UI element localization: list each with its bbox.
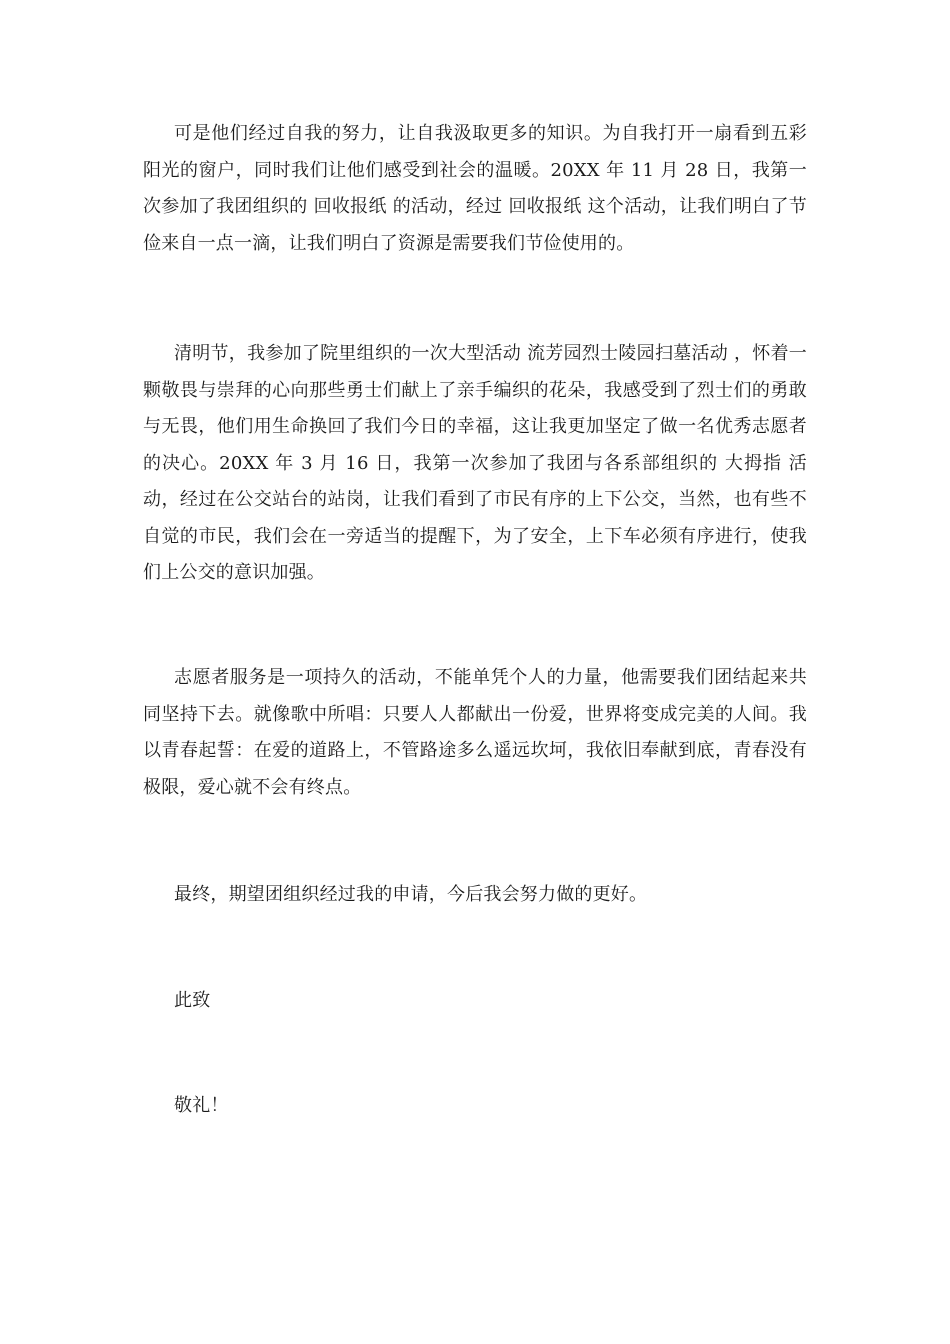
paragraph-recycling-activity: 可是他们经过自我的努力，让自我汲取更多的知识。为自我打开一扇看到五彩阳光的窗户，同时我们让他们感受到社会的温暖。20XX 年 11 月 28 日，我第一次参加了我团组织的 回收报纸 的活动，经过 回收报纸 这个活动，让我们明白了节俭来自一点一滴，让我们明白了资源是需要我们节俭使用的。 [143, 123, 807, 254]
paragraph-volunteer-pledge: 志愿者服务是一项持久的活动，不能单凭个人的力量，他需要我们团结起来共同坚持下去。就像歌中所唱：只要人人都献出一份爱，世界将变成完美的人间。我以青春起誓：在爱的道路上，不管路途多么遥远坎坷，我依旧奉献到底，青春没有极限，爱心就不会有终点。 [143, 667, 807, 798]
salutation-cizhi: 此致 [174, 990, 211, 1011]
paragraph-closing-wish: 最终，期望团组织经过我的申请，今后我会努力做的更好。 [174, 884, 648, 905]
paragraph-qingming-activity: 清明节，我参加了院里组织的一次大型活动 流芳园烈士陵园扫墓活动 ，怀着一颗敬畏与崇拜的心向那些勇士们献上了亲手编织的花朵，我感受到了烈士们的勇敢与无畏，他们用生命换回了我们今日的幸福，这让我更加坚定了做一名优秀志愿者的决心。20XX 年 3 月 16 日，我第一次参加了我团与各系部组织的 大拇指 活动，经过在公交站台的站岗，让我们看到了市民有序的上下公交，当然，也有些不自觉的市民，我们会在一旁适当的提醒下，为了安全，上下车必须有序进行，使我们上公交的意识加强。 [143, 343, 807, 583]
salutation-jingli: 敬礼！ [174, 1095, 229, 1116]
